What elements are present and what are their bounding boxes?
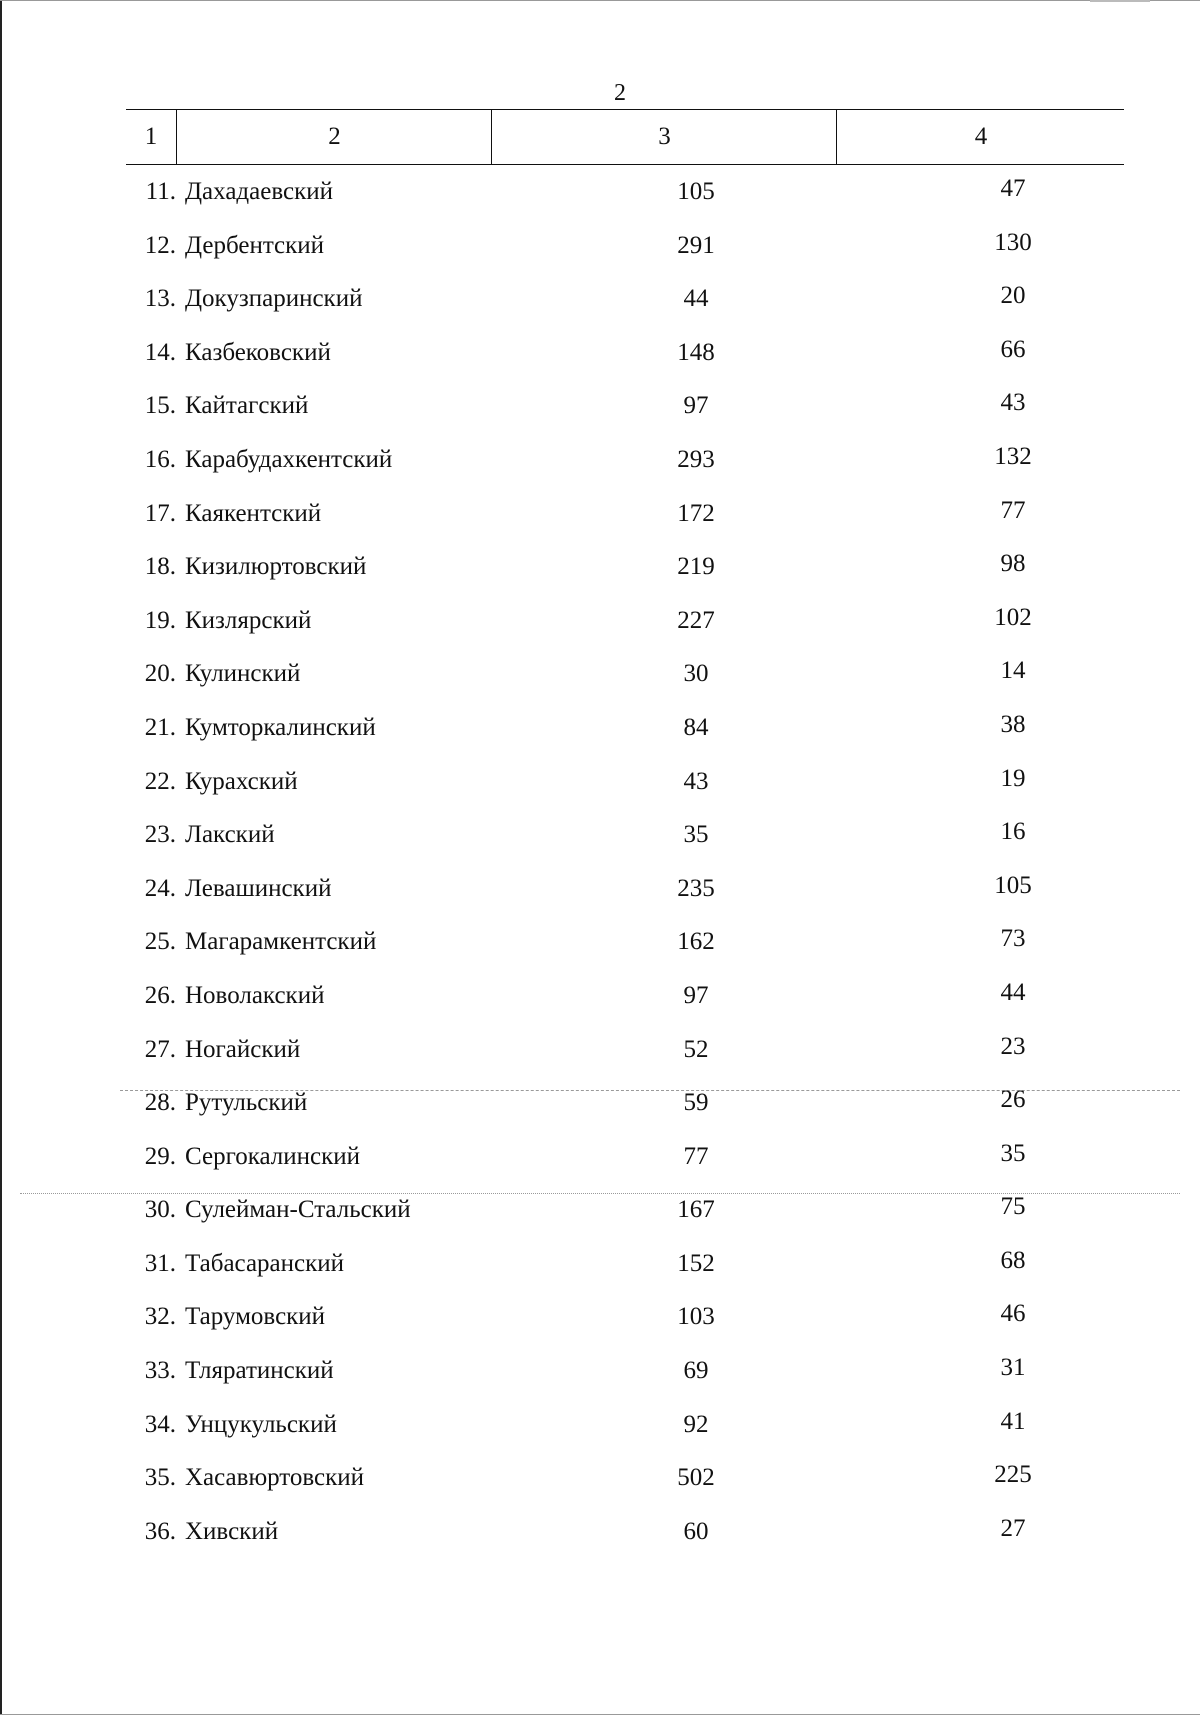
column-3-value: 291 — [677, 231, 715, 259]
district-name: Тляратинский — [185, 1357, 334, 1385]
column-4-value: 75 — [1000, 1193, 1026, 1221]
district-name: Унцукульский — [185, 1410, 337, 1438]
district-name: Лакский — [185, 821, 275, 849]
column-4-value: 47 — [1000, 175, 1026, 202]
column-3-value: 92 — [683, 1410, 709, 1438]
row-number: 15. — [144, 392, 176, 420]
column-4-value: 19 — [1000, 764, 1026, 792]
column-3-value: 235 — [677, 874, 715, 902]
district-name: Курахский — [185, 767, 298, 795]
row-number: 29. — [144, 1142, 176, 1170]
district-name: Кайтагский — [185, 392, 309, 420]
table-row — [126, 969, 1124, 1023]
column-3-value: 502 — [677, 1464, 715, 1492]
row-number: 22. — [144, 767, 176, 795]
district-name: Дахадаевский — [185, 178, 333, 205]
table-row — [126, 808, 1124, 862]
table-row — [126, 433, 1124, 487]
row-number: 18. — [144, 553, 176, 581]
column-4-value: 73 — [1000, 925, 1026, 953]
table-row — [126, 594, 1124, 648]
column-4-value: 41 — [1000, 1407, 1026, 1435]
row-number: 13. — [144, 285, 176, 313]
row-number: 28. — [144, 1089, 176, 1117]
column-3-value: 35 — [683, 821, 709, 849]
column-4-value: 23 — [1000, 1032, 1026, 1060]
column-3-value: 43 — [683, 767, 709, 795]
column-3-value: 97 — [683, 981, 709, 1009]
column-3-value: 105 — [677, 178, 715, 205]
district-name: Левашинский — [185, 874, 332, 902]
column-3-value: 172 — [677, 499, 715, 527]
column-4-value: 132 — [994, 442, 1032, 470]
column-4-value: 225 — [994, 1461, 1032, 1489]
scan-edge-top — [0, 0, 1200, 1]
column-4-value: 27 — [1000, 1514, 1026, 1542]
column-4-value: 26 — [1000, 1086, 1026, 1114]
table-row — [126, 755, 1124, 809]
column-header-3: 3 — [491, 110, 837, 164]
row-number: 31. — [144, 1249, 176, 1277]
column-4-value: 16 — [1000, 818, 1026, 846]
table-row — [126, 862, 1124, 916]
column-4-value: 105 — [994, 871, 1032, 899]
column-4-value: 35 — [1000, 1139, 1026, 1167]
table-row — [126, 272, 1124, 326]
row-number: 17. — [144, 499, 176, 527]
column-4-value: 14 — [1000, 657, 1026, 685]
table-row — [126, 1183, 1124, 1237]
row-number: 36. — [144, 1517, 176, 1545]
column-3-value: 167 — [677, 1196, 715, 1224]
row-number: 24. — [144, 874, 176, 902]
column-3-value: 227 — [677, 606, 715, 634]
table-row — [126, 1398, 1124, 1452]
page-number: 2 — [614, 80, 626, 106]
row-number: 27. — [144, 1035, 176, 1063]
table-row — [126, 379, 1124, 433]
district-name: Рутульский — [185, 1089, 308, 1117]
column-4-value: 98 — [1000, 550, 1026, 578]
table-row — [126, 1505, 1124, 1559]
column-header-1: 1 — [144, 123, 158, 150]
column-3-value: 148 — [677, 338, 715, 366]
table-row — [126, 487, 1124, 541]
column-4-value: 44 — [1000, 978, 1026, 1006]
district-name: Магарамкентский — [185, 928, 377, 956]
column-3-value: 77 — [683, 1142, 709, 1170]
district-name: Казбековский — [185, 338, 331, 366]
table-row — [126, 219, 1124, 273]
table-row — [126, 1076, 1124, 1130]
column-4-value: 77 — [1000, 496, 1026, 524]
row-number: 26. — [144, 981, 176, 1009]
column-4-value: 20 — [1000, 282, 1026, 310]
table-row — [126, 326, 1124, 380]
district-name: Хивский — [185, 1517, 279, 1545]
column-3-value: 152 — [677, 1249, 715, 1277]
table-row — [126, 915, 1124, 969]
column-4-value: 38 — [1000, 710, 1026, 738]
table-row — [126, 165, 1124, 219]
row-number: 23. — [144, 821, 176, 849]
row-number: 11. — [145, 178, 176, 205]
row-number: 34. — [144, 1410, 176, 1438]
district-name: Сергокалинский — [185, 1142, 361, 1170]
row-number: 35. — [144, 1464, 176, 1492]
column-3-value: 30 — [683, 660, 709, 688]
table-body — [126, 165, 1124, 1558]
column-4-value: 130 — [994, 228, 1032, 256]
column-header-4: 4 — [836, 110, 1125, 164]
column-4-value: 46 — [1000, 1300, 1026, 1328]
column-header-2: 2 — [176, 110, 492, 164]
district-name: Сулейман-Стальский — [185, 1196, 411, 1224]
row-number: 25. — [144, 928, 176, 956]
table-row — [126, 647, 1124, 701]
district-name: Дербентский — [185, 231, 325, 259]
row-number: 12. — [144, 231, 176, 259]
district-name: Ногайский — [185, 1035, 301, 1063]
column-4-value: 68 — [1000, 1246, 1026, 1274]
district-name: Карабудахкентский — [185, 445, 393, 473]
column-4-value: 43 — [1000, 389, 1026, 417]
row-number: 20. — [144, 660, 176, 688]
table-row — [126, 1023, 1124, 1077]
district-name: Тарумовский — [185, 1303, 326, 1331]
column-3-value: 44 — [683, 285, 709, 313]
column-4-value: 31 — [1000, 1354, 1026, 1382]
row-number: 19. — [144, 606, 176, 634]
table-row — [126, 1451, 1124, 1505]
column-3-value: 52 — [683, 1035, 709, 1063]
column-3-value: 84 — [683, 713, 709, 741]
row-number: 33. — [144, 1357, 176, 1385]
column-3-value: 97 — [683, 392, 709, 420]
table-header-row — [126, 109, 1124, 165]
district-name: Хасавюртовский — [185, 1464, 365, 1492]
district-name: Каякентский — [185, 499, 322, 527]
district-name: Кизилюртовский — [185, 553, 367, 581]
column-3-value: 293 — [677, 445, 715, 473]
column-3-value: 60 — [683, 1517, 709, 1545]
table-row — [126, 1237, 1124, 1291]
district-table — [126, 109, 1124, 1558]
district-name: Кумторкалинский — [185, 713, 376, 741]
column-3-value: 219 — [677, 553, 715, 581]
row-number: 16. — [144, 445, 176, 473]
district-name: Табасаранский — [185, 1249, 345, 1277]
district-name: Кулинский — [185, 660, 301, 688]
row-number: 21. — [144, 713, 176, 741]
column-3-value: 103 — [677, 1303, 715, 1331]
district-name: Новолакский — [185, 981, 325, 1009]
district-name: Докузпаринский — [185, 285, 363, 313]
table-row — [126, 540, 1124, 594]
table-row — [126, 1290, 1124, 1344]
column-3-value: 69 — [683, 1357, 709, 1385]
column-4-value: 102 — [994, 603, 1032, 631]
table-row — [126, 1344, 1124, 1398]
row-number: 30. — [144, 1196, 176, 1224]
table-row — [126, 1130, 1124, 1184]
row-number: 32. — [144, 1303, 176, 1331]
row-number: 14. — [144, 338, 176, 366]
scan-mark — [1090, 0, 1150, 2]
table-row — [126, 701, 1124, 755]
column-4-value: 66 — [1000, 335, 1026, 363]
scan-edge-left — [0, 0, 2, 1715]
column-3-value: 162 — [677, 928, 715, 956]
district-name: Кизлярский — [185, 606, 312, 634]
column-3-value: 59 — [683, 1089, 709, 1117]
